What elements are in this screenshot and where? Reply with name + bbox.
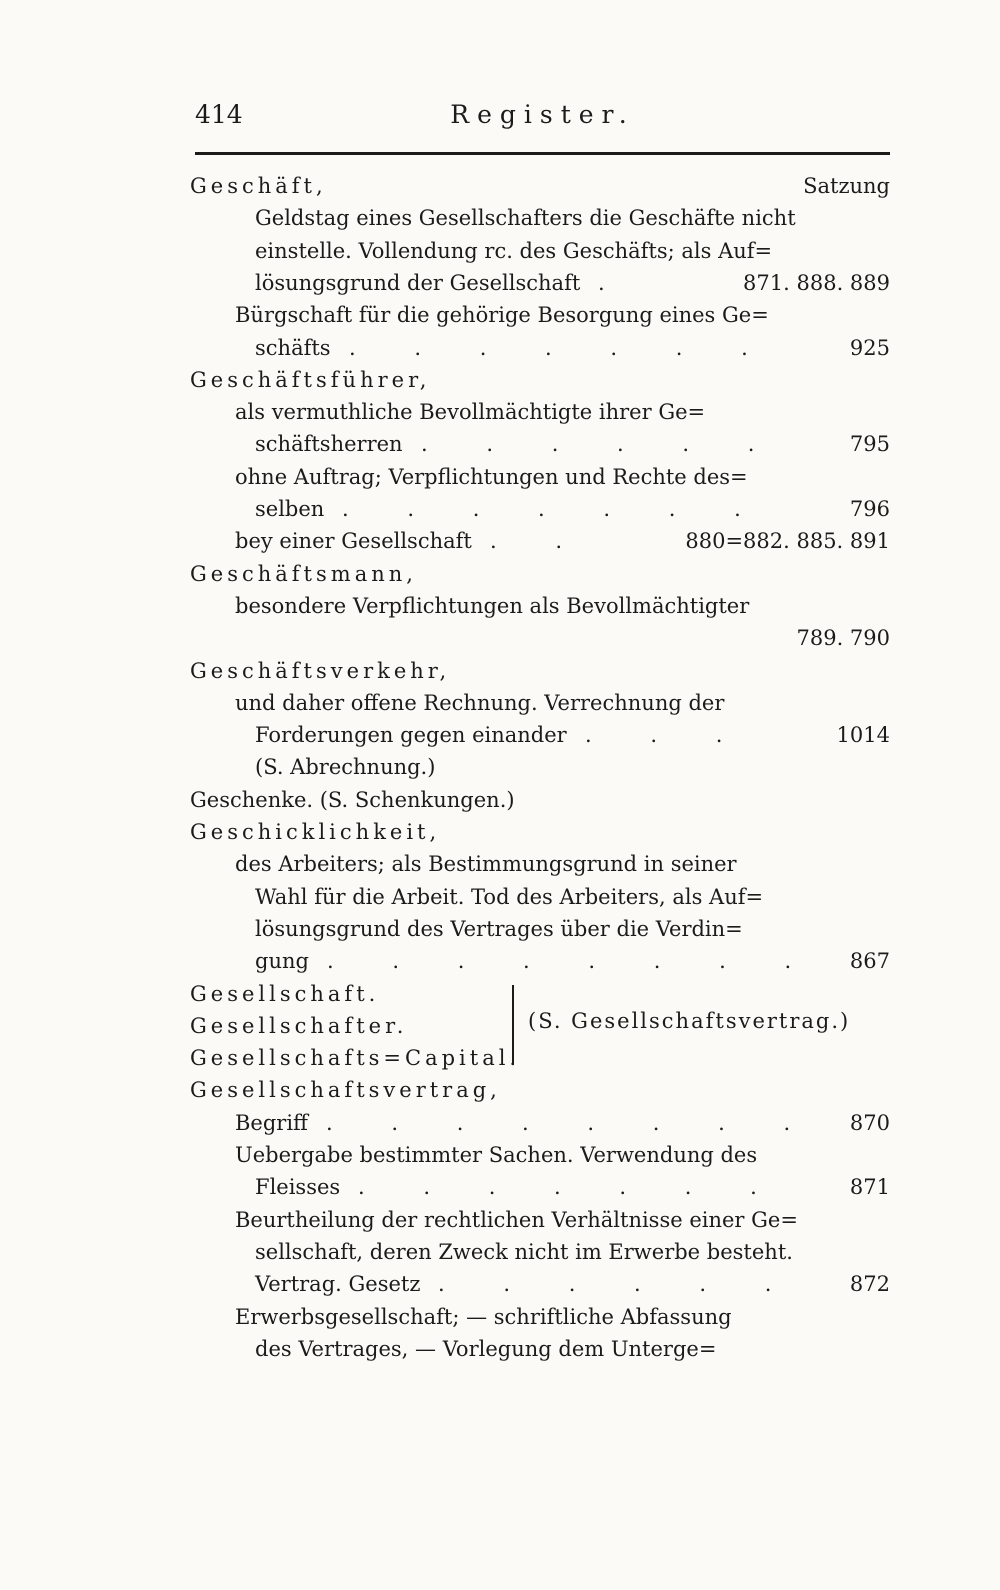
index-entry-text: als vermuthliche Bevollmächtigte ihrer Ge= [235,400,706,425]
index-line [255,719,890,751]
leader-dots: . . . . . . [438,1272,798,1297]
index-entry-text: Geldstag eines Gesellschafters die Geschäfte nicht [255,206,796,231]
page-reference: 867 [849,949,890,974]
index-entry-text: Uebergabe bestimmter Sachen. Verwendung des [235,1143,758,1167]
index-entry-text: Geschicklichkeit, [190,820,441,844]
index-line [235,1204,890,1236]
index-entry-text: Gesellschafts=Capital. [190,1046,521,1071]
index-line [235,1301,890,1333]
index-entry-text: des Arbeiters; als Bestimmungsgrund in seiner [235,852,737,877]
running-head: Register. [450,100,635,129]
page-reference: 872 [849,1272,890,1297]
page-number: 414 [195,100,243,129]
index-entry-text: Gesellschaft. [190,981,380,1006]
index-entry-text: ohne Auftrag; Verpflichtungen und Rechte des= [235,464,748,489]
index-line [255,493,890,525]
index-line [255,332,890,364]
index-entry-text: Bürgschaft für die gehörige Besorgung eines Ge= [235,303,769,328]
page-header [195,100,890,140]
index-line [235,525,890,557]
leader-dots: . . . . . . . . [327,949,818,974]
leader-dots: . . . . . . . [349,335,774,360]
index-line [190,1074,890,1106]
index-line [255,1333,890,1365]
leader-dots: . . . . . . . [342,497,767,521]
index-entry-text: Geschäftsführer, [190,367,431,392]
index-entry-text: sellschaft, deren Zweck nicht im Erwerbe besteht. [255,1239,793,1264]
index-line [235,1107,890,1139]
brace-cross-reference: (S. Gesellschaftsvertrag.) [528,1009,851,1033]
index-line [235,622,890,654]
page-reference: 796 [849,497,890,521]
index-entry-text: selben [255,497,325,521]
leader-dots: . . . [585,723,749,748]
index-entry-text: (S. Abrechnung.) [255,755,436,780]
page-reference: 871 [849,1175,890,1200]
index-entry-text: Vertrag. Gesetz [255,1272,421,1297]
header-rule [195,152,890,155]
brace-bracket [512,985,528,1065]
leader-dots: . . [490,529,589,554]
index-line [190,655,890,687]
index-line [255,913,890,945]
index-line [235,848,890,880]
page-reference: 1014 [836,723,890,748]
index-entry-text: Geschäft, [190,174,327,198]
index-entry-text: besondere Verpflichtungen als Bevollmächtigter [235,593,750,618]
page-reference: 870 [849,1110,890,1135]
index-line [190,816,890,848]
index-line [235,590,890,622]
index-entry-text: Gesellschaftsvertrag, [190,1078,501,1103]
index-entry-text: Forderungen gegen einander [255,723,567,748]
page-reference: 871. 888. 889 [743,270,890,295]
page-reference: Satzung [803,174,890,198]
index-entry-text: Geschäftsmann, [190,561,417,586]
index-line [255,1236,890,1268]
index-line [235,687,890,719]
index-entry-text: Gesellschafter. [190,1013,408,1038]
index-line [235,396,890,428]
index-entry-text: Wahl für die Arbeit. Tod des Arbeiters, als Auf= [255,884,764,909]
index-entry-text: lösungsgrund der Gesellschaft [255,270,581,295]
index-entry-text: bey einer Gesellschaft [235,529,472,554]
index-line [190,558,890,590]
leader-dots: . . . . . . . . [326,1110,817,1135]
index-line [235,1139,890,1171]
index-entry-text: und daher offene Rechnung. Verrechnung der [235,690,725,715]
index-line [190,1042,890,1074]
index-entry-text: Begriff [235,1110,308,1135]
page-reference: 795 [849,432,890,457]
index-entry-text: lösungsgrund des Vertrages über die Verdin= [255,916,743,941]
page-reference: 789. 790 [796,626,890,651]
index-entry-text: des Vertrages, — Vorlegung dem Unterge= [255,1336,717,1361]
page-reference: 880=882. 885. 891 [685,529,890,554]
leader-dots: . . . . . . [421,432,781,457]
index-entry-text: schäfts [255,335,331,360]
index-entry-text: Beurtheilung der rechtlichen Verhältnisse einer Ge= [235,1207,798,1232]
index-line [255,751,890,783]
index-entry-text: Erwerbsgesellschaft; — schriftliche Abfassung [235,1304,732,1329]
index-line [190,364,890,396]
leader-dots: . [598,270,631,295]
index-line [255,235,890,267]
index-line [190,784,890,816]
index-line [255,267,890,299]
index-entry-text: Fleisses [255,1175,341,1200]
index-entry-text: gung [255,949,309,974]
index-line [255,1268,890,1300]
page-reference: 925 [849,335,890,360]
index-line [190,170,890,202]
index-line [235,461,890,493]
index-line [255,428,890,460]
index-line [255,1171,890,1203]
index-entry-text: Geschenke. (S. Schenkungen.) [190,787,515,812]
index-line [235,299,890,331]
index-entry-text: einstelle. Vollendung rc. des Geschäfts; als Auf= [255,238,773,263]
index-entry-text: schäftsherren [255,432,403,457]
leader-dots: . . . . . . . [358,1175,783,1200]
index-line [255,945,890,977]
index-entry-text: Geschäftsverkehr, [190,658,451,683]
index-line [255,881,890,913]
index-line [255,202,890,234]
